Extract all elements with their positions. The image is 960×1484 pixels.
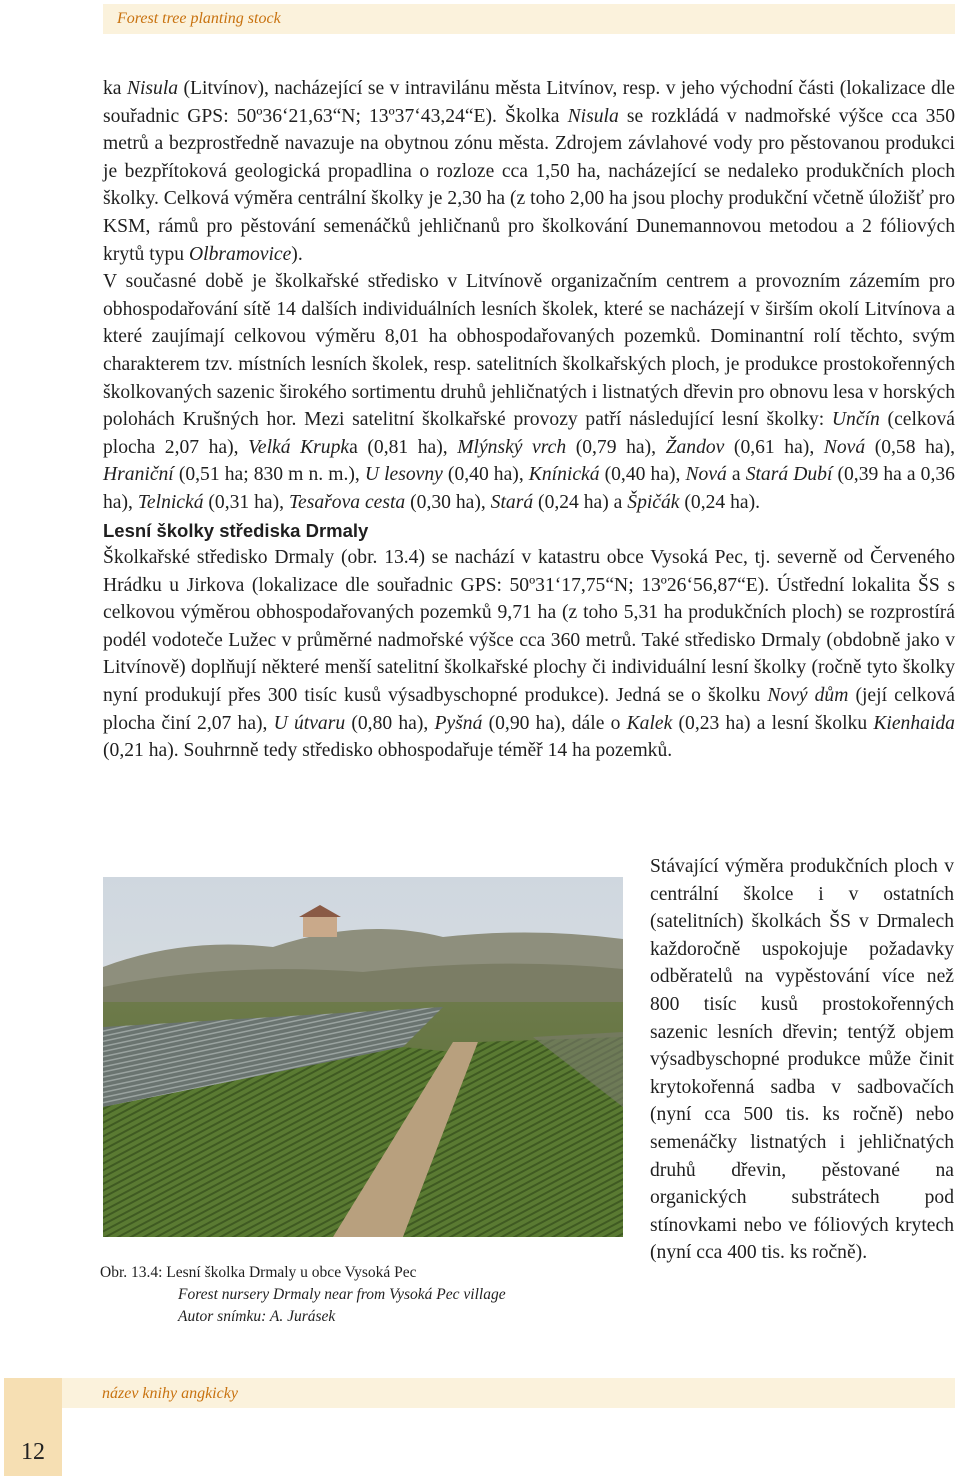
running-footer (62, 1378, 955, 1408)
nursery-photo (103, 877, 623, 1237)
manor-house (303, 917, 337, 937)
main-text (103, 75, 955, 765)
caption-author: Autor snímku: A. Jurásek (178, 1308, 336, 1325)
footer-book-title: název knihy angkicky (102, 1385, 238, 1402)
caption-english: Forest nursery Drmaly near from Vysoká Pec village (178, 1286, 506, 1303)
paragraph-drmaly: Školkařské středisko Drmaly (obr. 13.4) se nachází v katastru obce Vysoká Pec, tj. severně od Červeného Hrádku u Jirkova (lokalizace dle souřadnic GPS: 50º31‘17,75“N; 13º26‘56,87“E). Ústřední lokalita ŠS s celkovou výměrou obhospodařovaných pozemků 9,71 ha (z toho 5,31 ha produkčních ploch) se rozprostírá podél vodoteče Lužec v průměrné nadmořské výšce cca 360 metrů. Také středisko Drmaly (obdobně jako v Litvínově) doplňují některé menší satelitní školkařské plochy či individuální lesní školky (ročně tyto školky nyní produkují přes 300 tisíc kusů výsadbyschopné produkce). Jedná se o školku Nový dům (její celková plocha činí 2,07 ha), U útvaru (0,80 ha), Pyšná (0,90 ha), dále o Kalek (0,23 ha) a lesní školku Kienhaida (0,21 ha). Souhrnně tedy středisko obhospodařuje téměř 14 ha pozemků. (103, 547, 955, 762)
figure-caption (100, 1262, 640, 1328)
page-number: 12 (21, 1439, 45, 1465)
side-paragraph: Stávající výměra produkčních ploch v centrální školce i v ostatních (satelitních) školkách ŠS v Drmalech každoročně uspokojuje požadavky odběratelů na vypěstování více než 800 tisíc kusů prostokořenných sazenic lesních dřevin; tentýž objem výsadbyschopné produkce může činit krytokořenná sadba v sadbovačích (nyní cca 500 tis. ks ročně) nebo semenáčky listnatých i jehličnatých druhů dřevin, pěstované na organických substrátech pod stínovkami nebo ve fóliových krytech (nyní cca 400 tis. ks ročně). (650, 856, 954, 1264)
section-heading: Lesní školky střediska Drmaly (103, 519, 369, 541)
running-header (103, 4, 955, 34)
page-number-box (4, 1378, 62, 1476)
paragraph-litvinov-center: V současné době je školkařské středisko v Litvínově organizačním centrem a provozním zázemím pro obhospodařování sítě 14 dalších individuálních lesních školek, které se nacházejí v širším okolí Litvínova a které zaujímají celkovou výměru 8,01 ha obhospodařovaných pozemků. Dominantní rolí těchto, svým charakterem tzv. místních lesních školek, resp. satelitních školkařských ploch, je produkce prostokořenných školkovaných sazenic širokého sortimentu druhů jehličnatých i listnatých dřevin pro obnovu lesa v horských polohách Krušných hor. Mezi satelitní školkařské provozy patří následující lesní školky: Unčín (celková plocha 2,07 ha), Velká Krupka (0,81 ha), Mlýnský vrch (0,79 ha), Žandov (0,61 ha), Nová (0,58 ha), Hraniční (0,51 ha; 830 m n. m.), U lesovny (0,40 ha), Knínická (0,40 ha), Nová a Stará Dubí (0,39 ha a 0,36 ha), Telnická (0,31 ha), Tesařova cesta (0,30 ha), Stará (0,24 ha) a Špičák (0,24 ha). (103, 271, 955, 513)
running-header-title: Forest tree planting stock (117, 10, 281, 27)
paragraph-nisula: ka Nisula (Litvínov), nacházející se v intravilánu města Litvínov, resp. v jeho východní části (lokalizace dle souřadnic GPS: 50º36‘21,63“N; 13º37‘43,24“E). Školka Nisula se rozkládá v nadmořské výšce cca 350 metrů a bezprostředně navazuje na obytnou zónu města. Zdrojem závlahové vody pro pěstovanou produkci je bezpřítoková geologická propadlina o rozloze cca 1,50 ha, nacházející se nedaleko produkčních ploch školky. Celková výměra centrální školky je 2,30 ha (z toho 2,00 ha jsou plochy produkční včetně úložišť pro KSM, rámů pro pěstování semenáčků jehličnanů pro školkování Dunemannovou metodou a 2 fóliových krytů typu Olbramovice). (103, 78, 956, 265)
caption-czech: Obr. 13.4: Lesní školka Drmaly u obce Vysoká Pec (100, 1264, 417, 1281)
